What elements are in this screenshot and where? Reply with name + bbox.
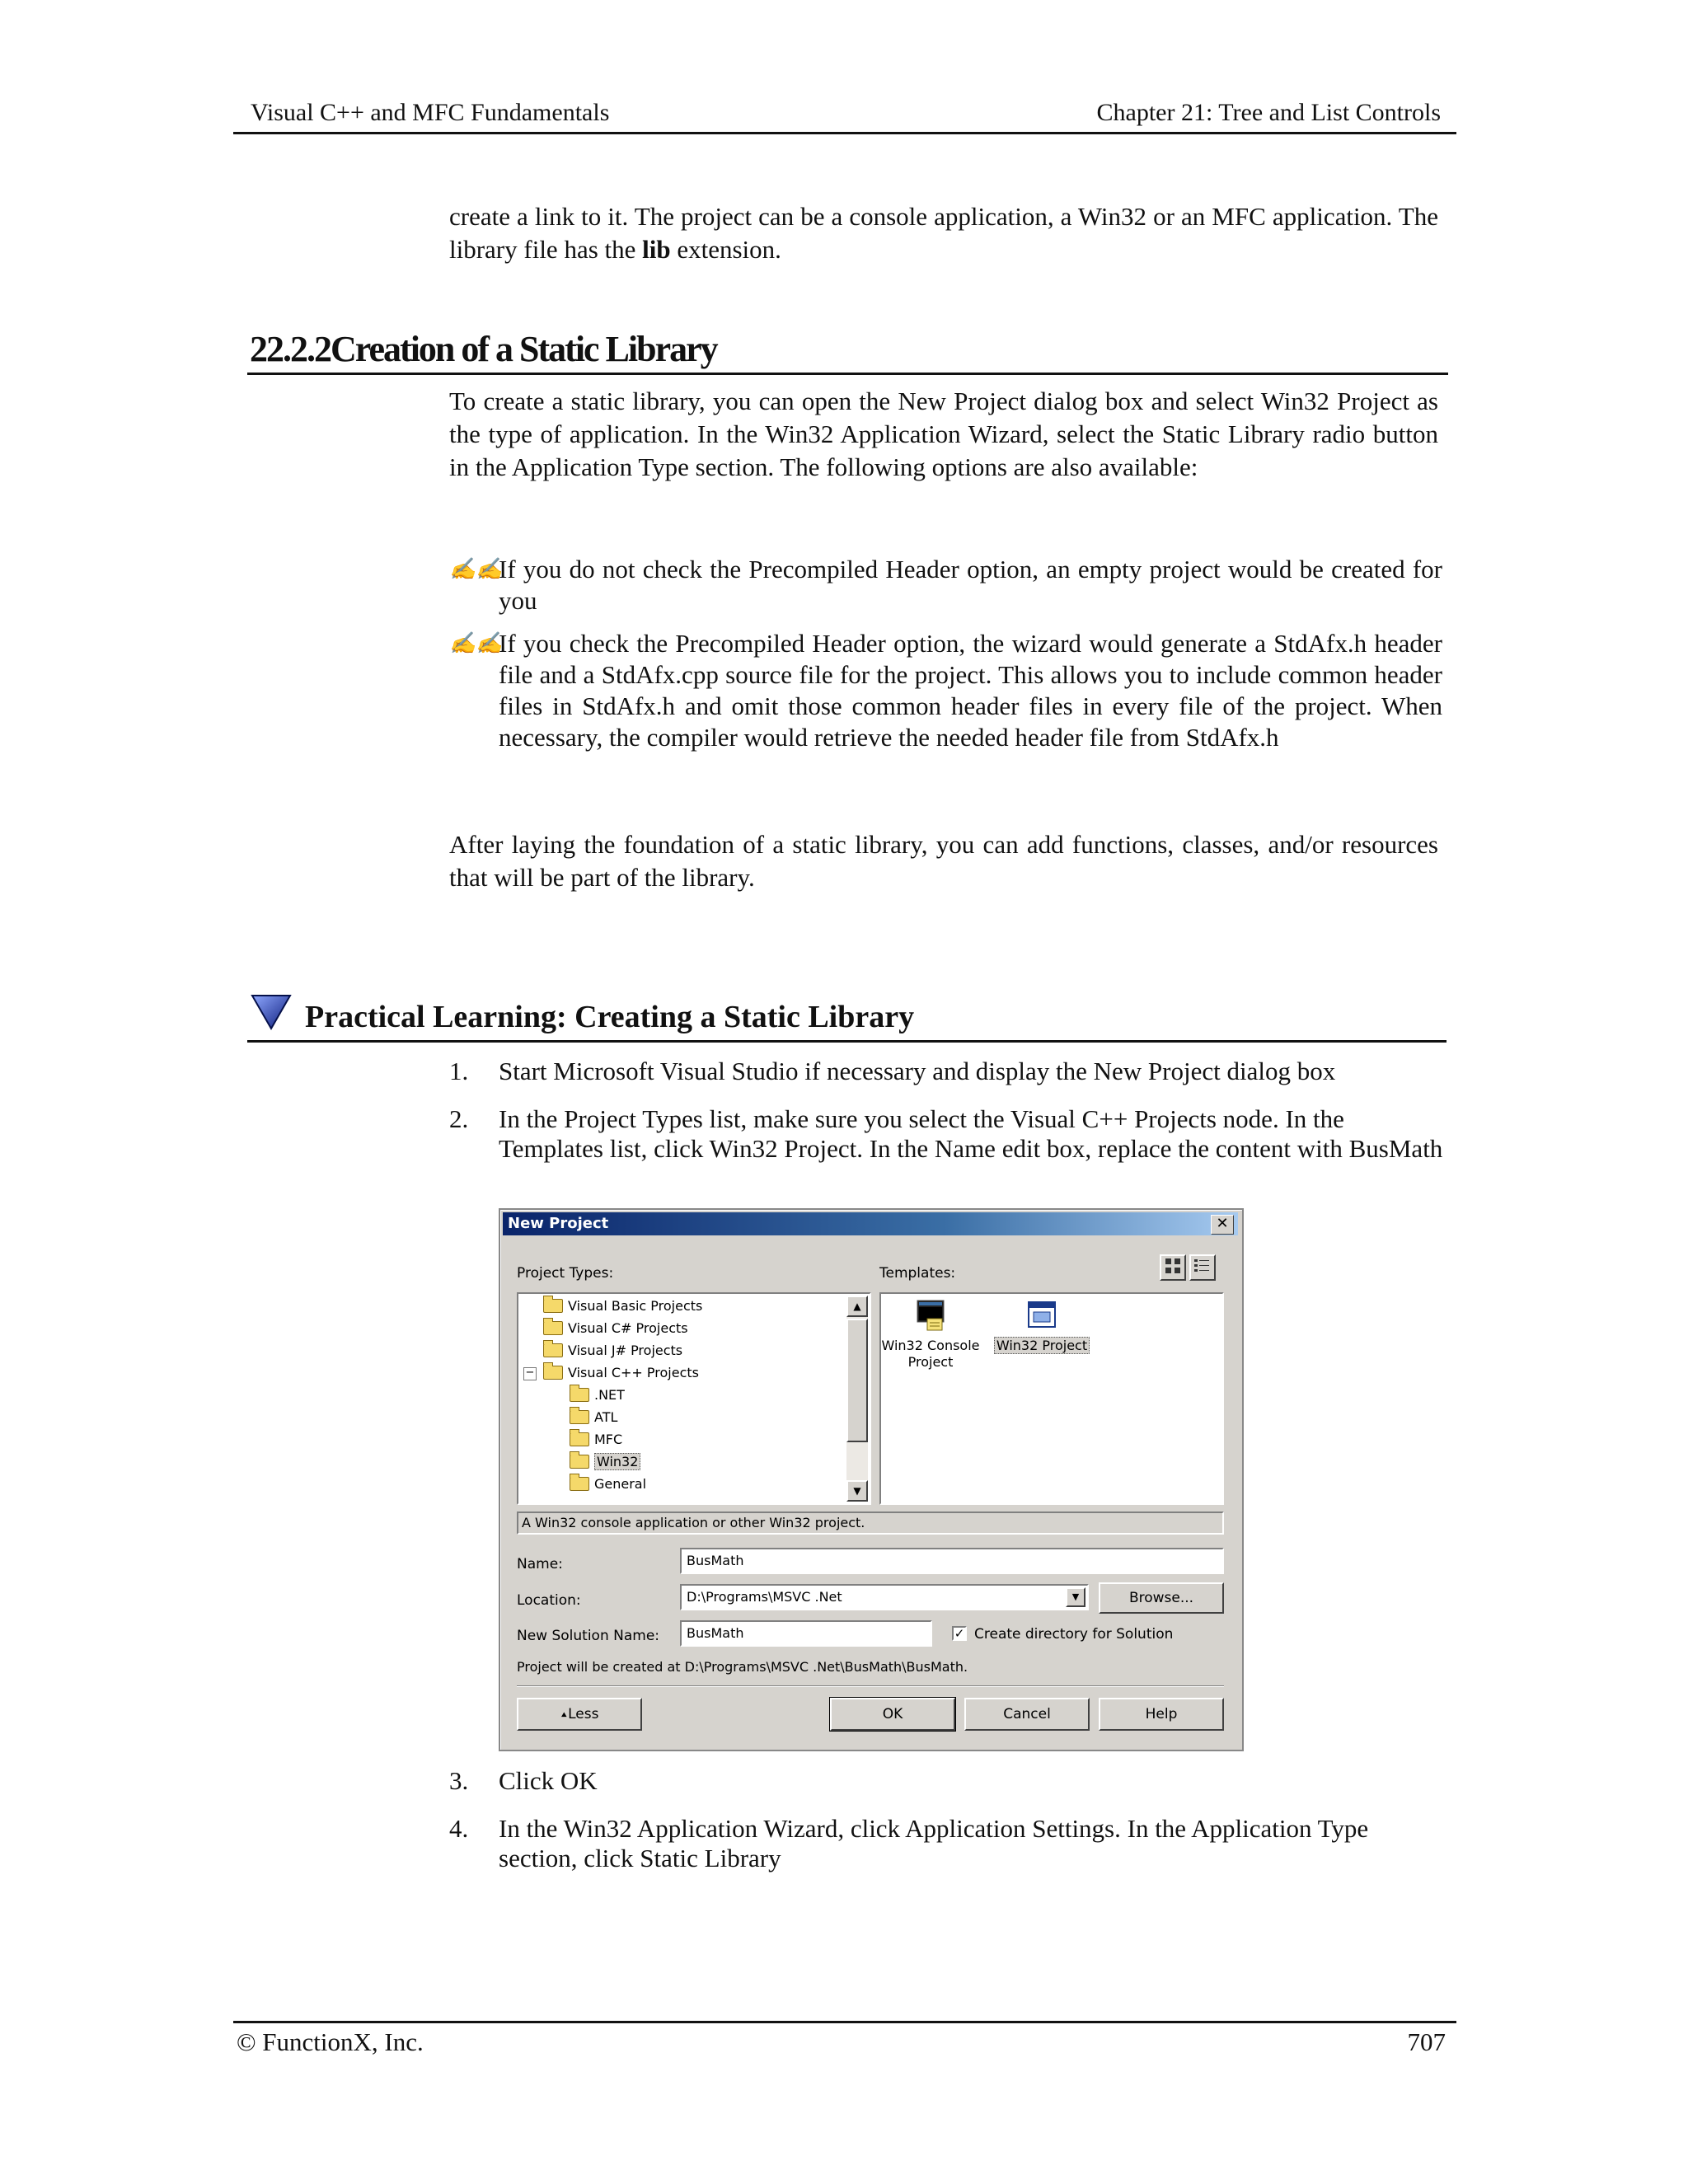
section-number: 22.2.2: [250, 329, 331, 369]
tree-item-label: ATL: [594, 1409, 618, 1425]
bullet-mark: ✍✍: [449, 557, 503, 581]
ok-button[interactable]: OK: [830, 1698, 955, 1731]
step-text: Click OK: [499, 1766, 598, 1795]
section-title: Creation of a Static Library: [331, 329, 717, 369]
solution-name-label: New Solution Name:: [517, 1628, 660, 1644]
folder-icon: [543, 1343, 563, 1357]
intro-paragraph: [449, 200, 1438, 266]
tree-item-label: .NET: [594, 1387, 625, 1403]
footer-rule: [233, 2021, 1456, 2023]
new-project-dialog: [499, 1208, 1244, 1751]
tree-item-visual-csharp[interactable]: [543, 1318, 688, 1339]
template-description: A Win32 console application or other Win32 project.: [517, 1511, 1224, 1535]
folder-icon: [543, 1321, 563, 1335]
project-types-tree[interactable]: [517, 1292, 871, 1505]
create-directory-checkbox[interactable]: ✓: [952, 1626, 967, 1641]
less-arrow-icon: ⯅: [560, 1709, 569, 1721]
tree-scrollbar[interactable]: [846, 1296, 868, 1502]
close-icon[interactable]: ✕: [1211, 1215, 1234, 1235]
tree-item-dotnet[interactable]: [570, 1385, 625, 1406]
closing-paragraph: After laying the foundation of a static library, you can add functions, classes, and/or resources that will be part of the library.: [449, 830, 1438, 892]
bullet-text: If you do not check the Precompiled Header option, an empty project would be created for you: [499, 555, 1442, 615]
templates-label: Templates:: [879, 1265, 956, 1282]
create-directory-label: Create directory for Solution: [974, 1626, 1174, 1643]
intro-bold-lib: lib: [642, 235, 671, 264]
scroll-up-icon[interactable]: ▲: [846, 1296, 868, 1317]
folder-icon: [543, 1366, 563, 1380]
running-header-left: Visual C++ and MFC Fundamentals: [251, 99, 610, 126]
name-input[interactable]: BusMath: [680, 1548, 1224, 1574]
tree-item-visual-cpp[interactable]: [523, 1362, 699, 1384]
step-item: [449, 1766, 1447, 1799]
location-combo[interactable]: [680, 1584, 1089, 1610]
project-path-note: Project will be created at D:\Programs\MSVC .Net\BusMath\BusMath.: [517, 1659, 968, 1675]
cancel-button[interactable]: Cancel: [964, 1698, 1090, 1731]
scroll-thumb[interactable]: [846, 1319, 868, 1442]
bullet-mark: ✍✍: [449, 631, 503, 655]
header-rule: [233, 132, 1456, 134]
browse-button[interactable]: Browse...: [1099, 1582, 1224, 1614]
scroll-down-icon[interactable]: ▼: [846, 1480, 868, 1502]
win32-project-icon: [1024, 1297, 1060, 1333]
less-button-label: Less: [568, 1706, 599, 1722]
dialog-titlebar: [503, 1212, 1238, 1235]
less-button[interactable]: [517, 1698, 642, 1731]
location-value: D:\Programs\MSVC .Net: [687, 1589, 842, 1605]
location-label: Location:: [517, 1592, 581, 1609]
practical-rule: [247, 1040, 1447, 1043]
step-item: [449, 1104, 1447, 1199]
step-number: 3.: [449, 1766, 469, 1795]
bullet-item: [449, 554, 1447, 620]
page-number: 707: [1407, 2027, 1446, 2056]
folder-icon: [570, 1410, 589, 1424]
project-types-label: Project Types:: [517, 1265, 614, 1282]
intro-text-end: extension.: [670, 235, 781, 264]
list-details-icon: [1193, 1256, 1212, 1276]
step-number: 2.: [449, 1104, 469, 1133]
large-icons-view-button[interactable]: [1160, 1254, 1186, 1281]
template-win32-project[interactable]: [988, 1297, 1095, 1354]
tree-item-atl[interactable]: [570, 1407, 617, 1428]
running-header-right: Chapter 21: Tree and List Controls: [1096, 99, 1441, 126]
solution-name-input[interactable]: BusMath: [680, 1620, 932, 1647]
dialog-separator: [517, 1685, 1224, 1687]
tree-item-label: Visual J# Projects: [568, 1343, 683, 1358]
practical-learning-triangle-icon: [249, 989, 293, 1033]
step-item: [449, 1814, 1447, 1880]
tree-item-mfc[interactable]: [570, 1429, 622, 1451]
section-rule: [247, 373, 1448, 375]
folder-icon: [570, 1388, 589, 1402]
help-button[interactable]: Help: [1099, 1698, 1224, 1731]
console-project-icon: [912, 1297, 949, 1333]
tree-item-visual-basic[interactable]: [543, 1296, 702, 1317]
step-item: [449, 1057, 1447, 1090]
folder-icon: [570, 1477, 589, 1491]
tree-item-label: Win32: [594, 1453, 640, 1470]
template-label: Win32 Console: [881, 1338, 980, 1353]
dropdown-arrow-icon[interactable]: ▼: [1066, 1587, 1085, 1607]
step-text: Start Microsoft Visual Studio if necessary and display the New Project dialog box: [499, 1057, 1336, 1085]
intro-text-start: create a link to it. The project can be a console application, a Win32 or an MFC application. The library file has the: [449, 202, 1438, 264]
step-number: 1.: [449, 1057, 469, 1085]
tree-item-label: Visual C# Projects: [568, 1320, 688, 1336]
section-heading: [250, 328, 717, 370]
folder-open-icon: [570, 1455, 589, 1469]
section-paragraph: To create a static library, you can open the New Project dialog box and select Win32 Project as the type of application. In the Win32 Application Wizard, select the Static Library radio button in the Application Type section. The following options are also available:: [449, 387, 1438, 481]
template-win32-console[interactable]: [881, 1297, 980, 1371]
template-label-line2: Project: [907, 1354, 954, 1370]
tree-item-general[interactable]: [570, 1474, 646, 1495]
folder-icon: [570, 1432, 589, 1446]
tree-item-label: Visual C++ Projects: [568, 1365, 699, 1380]
large-icons-icon: [1163, 1256, 1183, 1276]
step-text: In the Project Types list, make sure you select the Visual C++ Projects node. In the Templates list, click Win32 Project. In the Name edit box, replace the content with BusMath: [499, 1104, 1443, 1163]
dialog-title: New Project: [508, 1215, 609, 1232]
footer-copyright: © FunctionX, Inc.: [237, 2027, 424, 2056]
list-view-button[interactable]: [1189, 1254, 1216, 1281]
bullet-text: If you check the Precompiled Header option, the wizard would generate a StdAfx.h header file and a StdAfx.cpp source file for the project. This allows you to include common header files in StdAfx.h and omit those common header files in every file of the project. When necessary, the compiler would retrieve the needed header file from StdAfx.h: [499, 629, 1442, 752]
bullet-item: [449, 628, 1447, 793]
tree-item-label: General: [594, 1476, 647, 1492]
step-text: In the Win32 Application Wizard, click Application Settings. In the Application Type section, click Static Library: [499, 1814, 1369, 1872]
tree-item-label: Visual Basic Projects: [568, 1298, 703, 1314]
step-number: 4.: [449, 1814, 469, 1843]
template-label: Win32 Project: [994, 1337, 1090, 1354]
name-label: Name:: [517, 1556, 563, 1572]
tree-item-win32[interactable]: [570, 1451, 640, 1473]
tree-item-label: MFC: [594, 1432, 623, 1447]
templates-list[interactable]: [879, 1292, 1224, 1505]
collapse-icon[interactable]: −: [523, 1367, 537, 1380]
tree-item-visual-jsharp[interactable]: [543, 1340, 682, 1361]
folder-icon: [543, 1299, 563, 1313]
practical-learning-title: Practical Learning: Creating a Static Library: [305, 1000, 915, 1034]
